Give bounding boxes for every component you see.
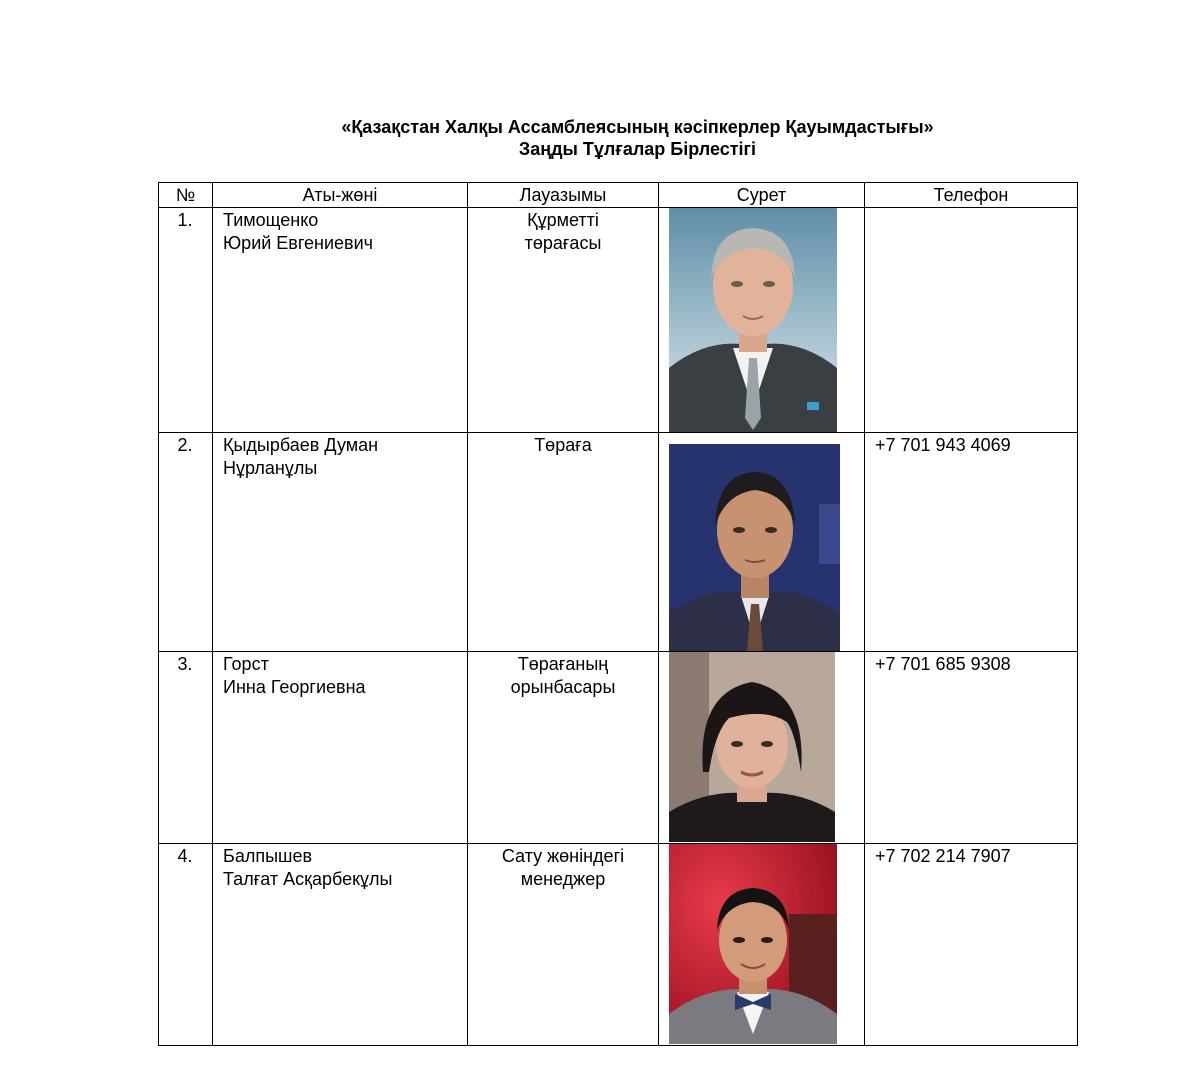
name-cell	[213, 208, 468, 433]
position-cell	[468, 433, 659, 652]
surname: Тимощенко	[223, 210, 319, 230]
surname: Балпышев	[223, 846, 313, 866]
header-name: Аты-жөні	[213, 183, 468, 208]
row-number: 3.	[177, 654, 193, 674]
table-header-row	[159, 183, 1078, 208]
position-line-2: төрағасы	[524, 233, 602, 253]
portrait-photo	[669, 844, 837, 1044]
position-cell	[468, 844, 659, 1046]
photo-cell	[659, 208, 865, 433]
portrait-man-grey-hair-icon	[669, 208, 837, 432]
phone-cell	[865, 208, 1078, 433]
members-table	[158, 182, 1078, 1046]
header-photo: Сурет	[659, 183, 865, 208]
portrait-photo	[669, 208, 837, 432]
photo-cell	[659, 844, 865, 1046]
position-cell	[468, 208, 659, 433]
position-line-1: Төрағаның	[517, 654, 609, 674]
row-number: 2.	[177, 435, 193, 455]
document-title	[230, 116, 1045, 160]
given-names: Нұрланұлы	[223, 458, 318, 478]
table-row	[159, 433, 1078, 652]
position-line-1: Сату жөніндегі	[501, 846, 625, 866]
surname: Қыдырбаев Думан	[223, 435, 379, 455]
header-phone: Телефон	[865, 183, 1078, 208]
phone-cell: +7 701 943 4069	[865, 433, 1078, 652]
table-row	[159, 844, 1078, 1046]
phone-cell: +7 701 685 9308	[865, 652, 1078, 844]
name-cell	[213, 433, 468, 652]
position-cell	[468, 652, 659, 844]
name-cell	[213, 652, 468, 844]
title-line-1: «Қазақстан Халқы Ассамблеясының кәсіпкерлер Қауымдастығы»	[341, 117, 934, 137]
position-line-2: менеджер	[520, 869, 606, 889]
given-names: Юрий Евгениевич	[223, 233, 374, 253]
given-names: Инна Георгиевна	[223, 677, 366, 697]
position-line-2: орынбасары	[510, 677, 616, 697]
portrait-photo	[669, 652, 835, 842]
portrait-man-bow-tie-icon	[669, 844, 837, 1044]
row-number: 4.	[177, 846, 193, 866]
portrait-woman-dark-hair-icon	[669, 652, 835, 842]
header-number: №	[159, 183, 213, 208]
given-names: Талғат Асқарбекұлы	[223, 869, 393, 889]
portrait-man-dark-hair-icon	[669, 444, 840, 651]
portrait-photo	[669, 444, 840, 651]
header-position: Лауазымы	[468, 183, 659, 208]
table-row	[159, 208, 1078, 433]
photo-cell	[659, 652, 865, 844]
title-line-2: Заңды Тұлғалар Бірлестігі	[518, 139, 757, 159]
surname: Горст	[223, 654, 269, 674]
name-cell	[213, 844, 468, 1046]
position-line-1: Құрметті	[527, 210, 599, 230]
phone-cell: +7 702 214 7907	[865, 844, 1078, 1046]
table-row	[159, 652, 1078, 844]
position-line-1: Төраға	[534, 435, 592, 455]
photo-cell	[659, 433, 865, 652]
row-number: 1.	[177, 210, 193, 230]
